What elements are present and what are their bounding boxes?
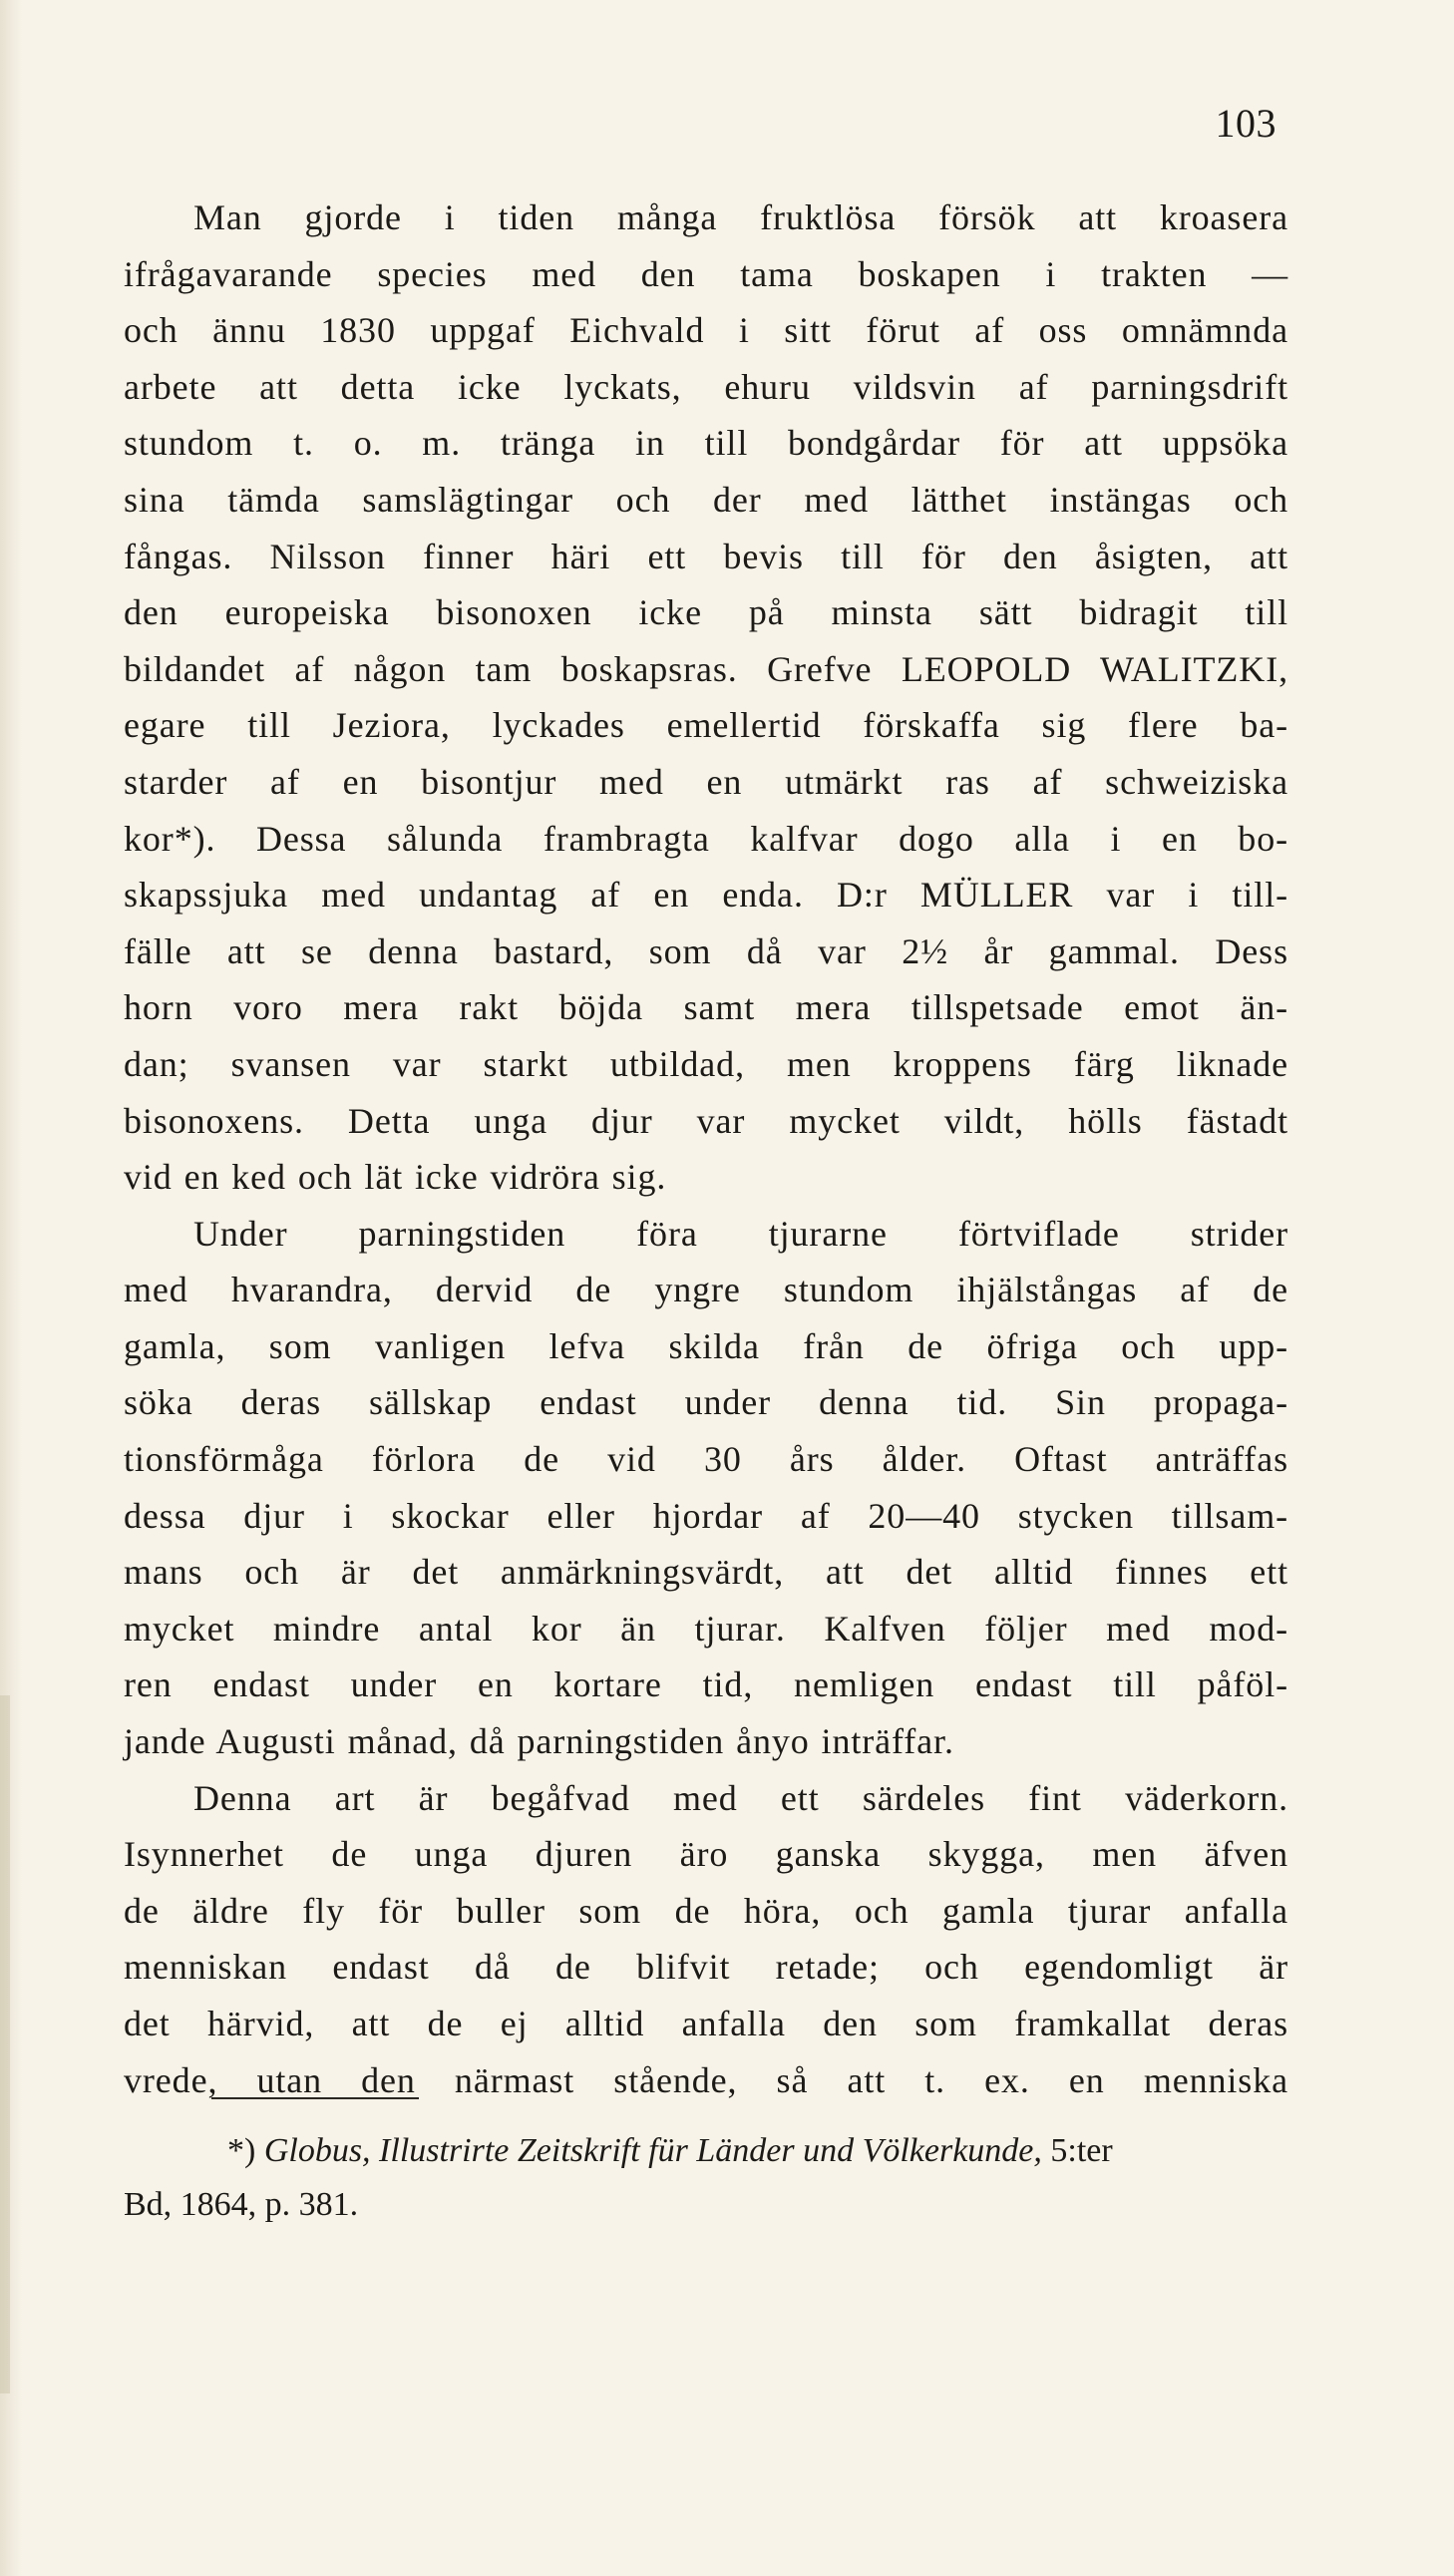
footnote-marker: *) — [227, 2132, 256, 2169]
text-line: skapssjuka med undantag af en enda. D:r MÜLLER var i till- — [124, 875, 1288, 916]
text-line: starder af en bisontjur med en utmärkt ras af schweiziska — [124, 761, 1288, 802]
text-line: med hvarandra, dervid de yngre stundom ihjälstångas af de — [124, 1270, 1288, 1310]
text-line: kor*). Dessa sålunda frambragta kalfvar dogo alla i en bo- — [124, 818, 1288, 859]
text-line: Under parningstiden föra tjurarne förtviflade strider — [193, 1213, 1288, 1254]
footnote-rule — [211, 2097, 419, 2099]
footnote — [124, 2124, 1350, 2232]
footnote-rest: 5:ter — [1050, 2132, 1113, 2169]
text-line: ren endast under en kortare tid, nemligen endast till påföl- — [124, 1664, 1288, 1705]
text-line: söka deras sällskap endast under denna tid. Sin propaga- — [124, 1382, 1288, 1423]
text-line: bisonoxens. Detta unga djur var mycket vildt, hölls fästadt — [124, 1100, 1288, 1141]
page-edge-shadow — [0, 1695, 10, 2393]
text-line: den europeiska bisonoxen icke på minsta sätt bidragit till — [124, 592, 1288, 633]
text-line: arbete att detta icke lyckats, ehuru vildsvin af parningsdrift — [124, 366, 1288, 407]
text-line: dan; svansen var starkt utbildad, men kroppens färg liknade — [124, 1043, 1288, 1084]
text-line: fälle att se denna bastard, som då var 2½ år gammal. Dess — [124, 930, 1288, 971]
text-line: mycket mindre antal kor än tjurar. Kalfven följer med mod- — [124, 1608, 1288, 1649]
text-line: de äldre fly för buller som de höra, och gamla tjurar anfalla — [124, 1890, 1288, 1931]
text-line: mans och är det anmärkningsvärdt, att det alltid finnes ett — [124, 1552, 1288, 1593]
footnote-line — [124, 2124, 1350, 2178]
text-line: gamla, som vanligen lefva skilda från de öfriga och upp- — [124, 1325, 1288, 1366]
text-line: ifrågavarande species med den tama boskapen i trakten — — [124, 253, 1288, 294]
text-line: stundom t. o. m. tränga in till bondgårdar för att uppsöka — [124, 423, 1288, 464]
footnote-line: Bd, 1864, p. 381. — [124, 2186, 359, 2223]
text-line: egare till Jeziora, lyckades emellertid förskaffa sig flere ba- — [124, 705, 1288, 746]
text-line: jande Augusti månad, då parningstiden ånyo inträffar. — [124, 1721, 954, 1762]
text-line: vrede, utan den närmast stående, så att t. ex. en menniska — [124, 2059, 1288, 2100]
text-line: vid en ked och lät icke vidröra sig. — [124, 1157, 667, 1198]
text-line: Isynnerhet de unga djuren äro ganska skygga, men äfven — [124, 1834, 1288, 1875]
text-line: tionsförmåga förlora de vid 30 års ålder. Oftast anträffas — [124, 1439, 1288, 1480]
text-line: horn voro mera rakt böjda samt mera tillspetsade emot än- — [124, 987, 1288, 1028]
text-line: det härvid, att de ej alltid anfalla den som framkallat deras — [124, 2004, 1288, 2043]
text-line: Denna art är begåfvad med ett särdeles fint väderkorn. — [193, 1777, 1288, 1818]
text-line: fångas. Nilsson finner häri ett bevis till för den åsigten, att — [124, 536, 1288, 576]
text-line: dessa djur i skockar eller hjordar af 20—40 stycken tillsam- — [124, 1495, 1288, 1536]
text-line: menniskan endast då de blifvit retade; och egendomligt är — [124, 1947, 1288, 1988]
text-line: bildandet af någon tam boskapsras. Grefve LEOPOLD WALITZKI, — [124, 648, 1288, 689]
footnote-source: Globus, Illustrirte Zeitskrift für Länder und Völkerkunde, — [263, 2132, 1042, 2169]
body-text — [124, 189, 1288, 2108]
text-line: Man gjorde i tiden många fruktlösa försök att kroasera — [193, 197, 1288, 237]
text-line: sina tämda samslägtingar och der med lätthet instängas och — [124, 479, 1288, 520]
page-number: 103 — [1215, 101, 1276, 146]
text-line: och ännu 1830 uppgaf Eichvald i sitt förut af oss omnämnda — [124, 310, 1288, 351]
